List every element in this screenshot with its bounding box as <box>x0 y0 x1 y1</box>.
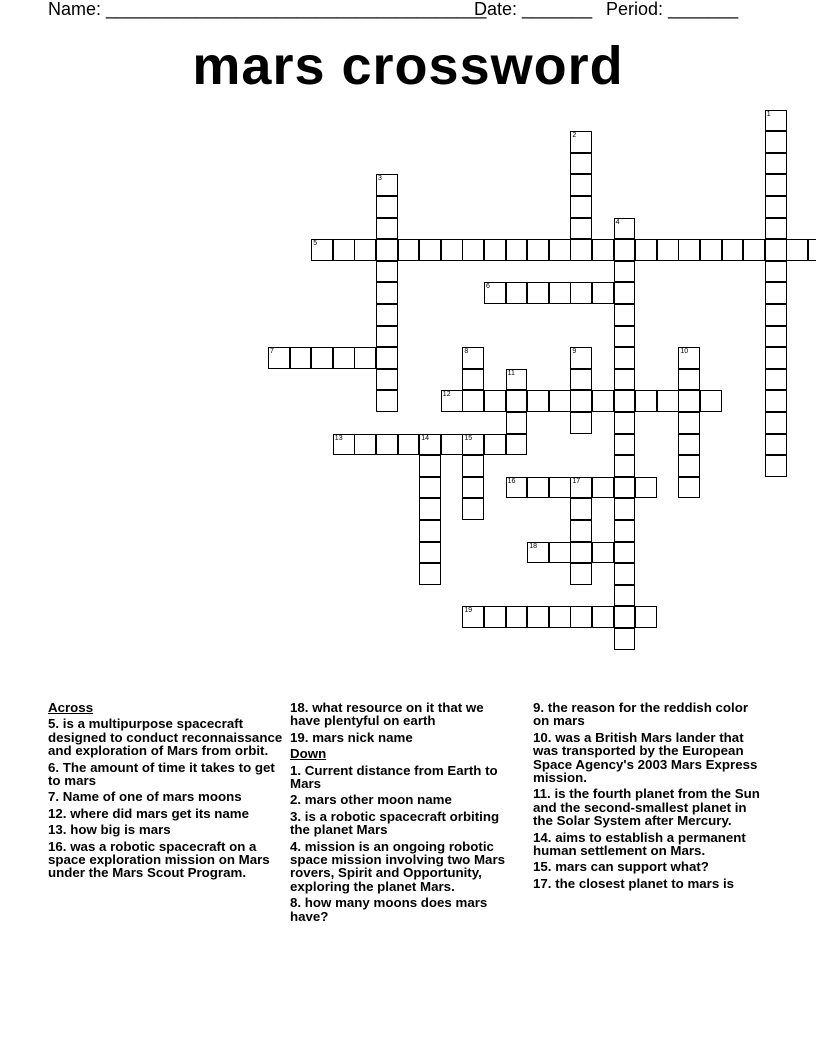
clue-number-label: 9 <box>572 348 577 356</box>
clue-number-label: 12 <box>442 391 451 399</box>
crossword-cell[interactable] <box>765 455 787 477</box>
clues-column-1 <box>48 701 283 883</box>
crossword-cell[interactable] <box>570 174 592 196</box>
crossword-cell[interactable] <box>765 412 787 434</box>
crossword-cell[interactable] <box>376 390 398 412</box>
crossword-cell[interactable] <box>311 239 333 261</box>
clue-text: how big is mars <box>70 822 171 838</box>
crossword-cell[interactable] <box>398 434 420 456</box>
crossword-cell[interactable] <box>592 542 614 564</box>
clue-number-label: 5 <box>313 240 318 248</box>
crossword-cell[interactable] <box>592 477 614 499</box>
crossword-cell[interactable] <box>419 434 441 456</box>
clue-text: mars can support what? <box>555 859 709 875</box>
crossword-cell[interactable] <box>376 218 398 240</box>
crossword-cell[interactable] <box>376 304 398 326</box>
crossword-cell[interactable] <box>484 606 506 628</box>
crossword-cell[interactable] <box>570 412 592 434</box>
crossword-cell[interactable] <box>765 282 787 304</box>
crossword-cell[interactable] <box>765 390 787 412</box>
crossword-cell[interactable] <box>722 239 744 261</box>
clue-down-9 <box>533 701 765 728</box>
clue-across-18 <box>290 701 508 728</box>
clue-number-label: 15 <box>464 434 473 442</box>
clue-number: 12. <box>48 805 67 821</box>
crossword-cell[interactable] <box>376 174 398 196</box>
crossword-cell[interactable] <box>614 390 636 412</box>
clue-number-label: 18 <box>529 542 537 550</box>
crossword-cell[interactable] <box>354 347 376 369</box>
crossword-cell[interactable] <box>506 369 528 391</box>
crossword-cell[interactable] <box>333 347 355 369</box>
crossword-cell[interactable] <box>354 434 376 456</box>
crossword-cell[interactable] <box>570 520 592 542</box>
clues-column-2 <box>290 701 508 926</box>
clue-text: mars other moon name <box>304 792 452 808</box>
across-heading: Across <box>48 700 94 715</box>
crossword-cell[interactable] <box>765 110 787 132</box>
crossword-cell[interactable] <box>376 282 398 304</box>
crossword-cell[interactable] <box>614 520 636 542</box>
crossword-cell[interactable] <box>765 196 787 218</box>
clue-number-label: 8 <box>464 348 469 356</box>
crossword-cell[interactable] <box>678 477 700 499</box>
clue-number: 16. <box>48 838 67 854</box>
crossword-cell[interactable] <box>570 390 592 412</box>
clue-number-label: 14 <box>421 434 429 442</box>
crossword-cell[interactable] <box>419 455 441 477</box>
clue-across-19 <box>290 731 508 744</box>
page-title: mars crossword <box>192 36 624 96</box>
crossword-cell[interactable] <box>678 390 700 412</box>
crossword-cell[interactable] <box>635 390 657 412</box>
clue-number: 17. <box>533 875 552 891</box>
crossword-cell[interactable] <box>635 477 657 499</box>
clue-number: 11. <box>533 786 551 802</box>
clue-across-6 <box>48 761 283 788</box>
clue-across-12 <box>48 807 283 820</box>
crossword-cell[interactable] <box>268 347 290 369</box>
clue-down-10 <box>533 731 765 785</box>
down-heading: Down <box>290 746 327 762</box>
crossword-cell[interactable] <box>678 369 700 391</box>
crossword-cell[interactable] <box>333 239 355 261</box>
crossword-cell[interactable] <box>333 434 355 456</box>
crossword-cell[interactable] <box>765 174 787 196</box>
clue-down-4 <box>290 840 508 894</box>
clue-number-label: 13 <box>334 434 343 442</box>
crossword-cell[interactable] <box>786 239 808 261</box>
crossword-cell[interactable] <box>614 282 636 304</box>
crossword-cell[interactable] <box>549 390 571 412</box>
crossword-cell[interactable] <box>614 434 636 456</box>
crossword-cell[interactable] <box>678 434 700 456</box>
crossword-cell[interactable] <box>484 390 506 412</box>
crossword-cell[interactable] <box>527 239 549 261</box>
clue-number: 4. <box>290 838 302 854</box>
crossword-cell[interactable] <box>311 347 333 369</box>
crossword-cell[interactable] <box>570 131 592 153</box>
clue-number: 10. <box>533 729 552 745</box>
crossword-cell[interactable] <box>398 239 420 261</box>
crossword-cell[interactable] <box>635 606 657 628</box>
crossword-cell[interactable] <box>506 390 528 412</box>
crossword-cell[interactable] <box>743 239 765 261</box>
clue-number-label: 1 <box>766 110 771 118</box>
clue-text: was a British Mars lander that was transported by the European Space Agency's 2003 Mars Express mission. <box>533 729 758 786</box>
clue-text: is the fourth planet from the Sun and the second-smallest planet in the Solar System after Mercury. <box>533 786 760 829</box>
crossword-cell[interactable] <box>700 239 722 261</box>
clue-number: 2. <box>290 792 302 808</box>
clue-number: 13. <box>48 822 67 838</box>
crossword-cell[interactable] <box>678 412 700 434</box>
clue-down-8 <box>290 896 508 923</box>
date-field-label[interactable]: Date: _______ <box>474 0 593 19</box>
crossword-cell[interactable] <box>376 239 398 261</box>
clue-number-label: 3 <box>378 175 382 183</box>
clue-text: Name of one of mars moons <box>62 789 242 805</box>
crossword-cell[interactable] <box>462 239 484 261</box>
crossword-cell[interactable] <box>614 347 636 369</box>
crossword-cell[interactable] <box>570 563 592 585</box>
crossword-cell[interactable] <box>549 239 571 261</box>
clue-across-7 <box>48 790 283 803</box>
crossword-cell[interactable] <box>376 196 398 218</box>
clue-number: 8. <box>290 895 302 911</box>
crossword-cell[interactable] <box>549 477 571 499</box>
crossword-cell[interactable] <box>614 498 636 520</box>
clue-down-11 <box>533 787 765 827</box>
clue-text: The amount of time it takes to get to mars <box>48 759 275 789</box>
crossword-cell[interactable] <box>419 477 441 499</box>
clue-number-label: 16 <box>507 477 516 485</box>
clue-number: 15. <box>533 859 552 875</box>
clue-number: 5. <box>48 716 60 732</box>
clue-number: 3. <box>290 808 302 824</box>
clue-across-16 <box>48 840 283 880</box>
clue-number: 6. <box>48 759 60 775</box>
clue-text: Current distance from Earth to Mars <box>290 762 498 792</box>
crossword-cell[interactable] <box>506 477 528 499</box>
crossword-cell[interactable] <box>614 218 636 240</box>
clue-text: the closest planet to mars is <box>555 875 735 891</box>
crossword-cell[interactable] <box>614 239 636 261</box>
crossword-cell[interactable] <box>419 542 441 564</box>
crossword-cell[interactable] <box>462 347 484 369</box>
crossword-cell[interactable] <box>484 239 506 261</box>
clue-number: 18. <box>290 700 309 715</box>
crossword-cell[interactable] <box>506 282 528 304</box>
clue-number: 1. <box>290 762 302 778</box>
crossword-cell[interactable] <box>506 606 528 628</box>
clue-down-1 <box>290 764 508 791</box>
clue-number-label: 4 <box>615 218 620 226</box>
clue-across-5 <box>48 717 283 757</box>
crossword-cell[interactable] <box>614 585 636 607</box>
crossword-cell[interactable] <box>808 239 816 261</box>
crossword-cell[interactable] <box>376 326 398 348</box>
crossword-cell[interactable] <box>527 606 549 628</box>
clue-number: 7. <box>48 789 60 805</box>
crossword-cell[interactable] <box>700 390 722 412</box>
crossword-cell[interactable] <box>419 520 441 542</box>
crossword-cell[interactable] <box>462 390 484 412</box>
clue-text: how many moons does mars have? <box>290 895 488 924</box>
period-field-label[interactable]: Period: _______ <box>606 0 739 19</box>
crossword-cell[interactable] <box>614 304 636 326</box>
crossword-cell[interactable] <box>527 477 549 499</box>
crossword-cell[interactable] <box>765 218 787 240</box>
crossword-cell[interactable] <box>441 239 463 261</box>
crossword-cell[interactable] <box>570 153 592 175</box>
crossword-cell[interactable] <box>765 434 787 456</box>
crossword-cell[interactable] <box>527 542 549 564</box>
crossword-cell[interactable] <box>765 369 787 391</box>
clue-text: is a robotic spacecraft orbiting the planet Mars <box>290 808 500 838</box>
crossword-cell[interactable] <box>419 563 441 585</box>
crossword-cell[interactable] <box>592 239 614 261</box>
crossword-cell[interactable] <box>765 131 787 153</box>
clue-down-17 <box>533 877 765 890</box>
clue-number-label: 11 <box>507 369 515 377</box>
clue-text: is a multipurpose spacecraft designed to conduct reconnaissance and exploration of Mars from orbit. <box>48 716 283 759</box>
crossword-cell[interactable] <box>419 498 441 520</box>
crossword-cell[interactable] <box>527 390 549 412</box>
clue-down-15 <box>533 860 765 873</box>
crossword-cell[interactable] <box>765 261 787 283</box>
clue-text: was a robotic spacecraft on a space exploration mission on Mars under the Mars Scout Program. <box>48 838 270 881</box>
crossword-cell[interactable] <box>614 326 636 348</box>
clue-number: 9. <box>533 700 545 715</box>
crossword-cell[interactable] <box>635 239 657 261</box>
crossword-cell[interactable] <box>657 390 679 412</box>
crossword-cell[interactable] <box>462 455 484 477</box>
crossword-cell[interactable] <box>678 239 700 261</box>
crossword-cell[interactable] <box>290 347 312 369</box>
crossword-cell[interactable] <box>765 304 787 326</box>
clue-number-label: 19 <box>464 607 473 615</box>
crossword-cell[interactable] <box>441 434 463 456</box>
clue-number-label: 7 <box>270 348 274 356</box>
crossword-cell[interactable] <box>570 606 592 628</box>
crossword-cell[interactable] <box>570 369 592 391</box>
crossword-cell[interactable] <box>462 434 484 456</box>
crossword-cell[interactable] <box>614 261 636 283</box>
crossword-cell[interactable] <box>570 218 592 240</box>
crossword-cell[interactable] <box>570 282 592 304</box>
crossword-cell[interactable] <box>462 498 484 520</box>
crossword-cell[interactable] <box>549 542 571 564</box>
crossword-cell[interactable] <box>614 369 636 391</box>
crossword-cell[interactable] <box>592 390 614 412</box>
crossword-cell[interactable] <box>570 498 592 520</box>
crossword-cell[interactable] <box>484 434 506 456</box>
crossword-cell[interactable] <box>354 239 376 261</box>
clue-down-14 <box>533 831 765 858</box>
clue-number-label: 6 <box>486 283 490 291</box>
clue-text: aims to establish a permanent human settlement on Mars. <box>533 829 746 859</box>
clue-number-label: 17 <box>572 477 581 485</box>
crossword-cell[interactable] <box>527 282 549 304</box>
crossword-cell[interactable] <box>614 628 636 650</box>
clue-number: 19. <box>290 729 309 745</box>
crossword-cell[interactable] <box>506 412 528 434</box>
crossword-cell[interactable] <box>570 196 592 218</box>
clue-text: where did mars get its name <box>70 805 250 821</box>
crossword-cell[interactable] <box>506 239 528 261</box>
crossword-cell[interactable] <box>614 412 636 434</box>
crossword-cell[interactable] <box>592 606 614 628</box>
clue-text: mars nick name <box>312 729 413 745</box>
clue-number: 14. <box>533 829 552 845</box>
crossword-cell[interactable] <box>549 606 571 628</box>
crossword-cell[interactable] <box>614 477 636 499</box>
crossword-cell[interactable] <box>765 347 787 369</box>
crossword-cell[interactable] <box>614 455 636 477</box>
crossword-cell[interactable] <box>376 434 398 456</box>
crossword-cell[interactable] <box>765 326 787 348</box>
crossword-cell[interactable] <box>462 606 484 628</box>
clue-down-3 <box>290 810 508 837</box>
crossword-cell[interactable] <box>441 390 463 412</box>
crossword-cell[interactable] <box>376 347 398 369</box>
crossword-cell[interactable] <box>570 347 592 369</box>
crossword-cell[interactable] <box>506 434 528 456</box>
crossword-cell[interactable] <box>376 369 398 391</box>
clue-number-label: 2 <box>572 132 577 140</box>
crossword-cell[interactable] <box>657 239 679 261</box>
crossword-cell[interactable] <box>570 239 592 261</box>
crossword-cell[interactable] <box>614 606 636 628</box>
clue-down-2 <box>290 793 508 806</box>
crossword-cell[interactable] <box>570 542 592 564</box>
name-field-label[interactable]: Name: ______________________________________ <box>48 0 487 19</box>
clue-number-label: 10 <box>680 348 689 356</box>
crossword-cell[interactable] <box>462 369 484 391</box>
crossword-cell[interactable] <box>678 347 700 369</box>
crossword-cell[interactable] <box>765 153 787 175</box>
clues-column-3 <box>533 701 765 893</box>
crossword-cell[interactable] <box>484 282 506 304</box>
crossword-cell[interactable] <box>376 261 398 283</box>
clue-across-13 <box>48 823 283 836</box>
crossword-cell[interactable] <box>462 477 484 499</box>
clue-text: the reason for the reddish color on mars <box>533 700 749 729</box>
clue-text: mission is an ongoing robotic space mission involving two Mars rovers, Spirit and Opportunity, exploring the planet Mars. <box>290 838 506 894</box>
crossword-cell[interactable] <box>614 542 636 564</box>
crossword-cell[interactable] <box>419 239 441 261</box>
crossword-cell[interactable] <box>549 282 571 304</box>
clue-text: what resource on it that we have plentyful on earth <box>290 700 484 729</box>
crossword-cell[interactable] <box>765 239 787 261</box>
crossword-cell[interactable] <box>592 282 614 304</box>
crossword-cell[interactable] <box>570 477 592 499</box>
crossword-cell[interactable] <box>614 563 636 585</box>
crossword-cell[interactable] <box>678 455 700 477</box>
